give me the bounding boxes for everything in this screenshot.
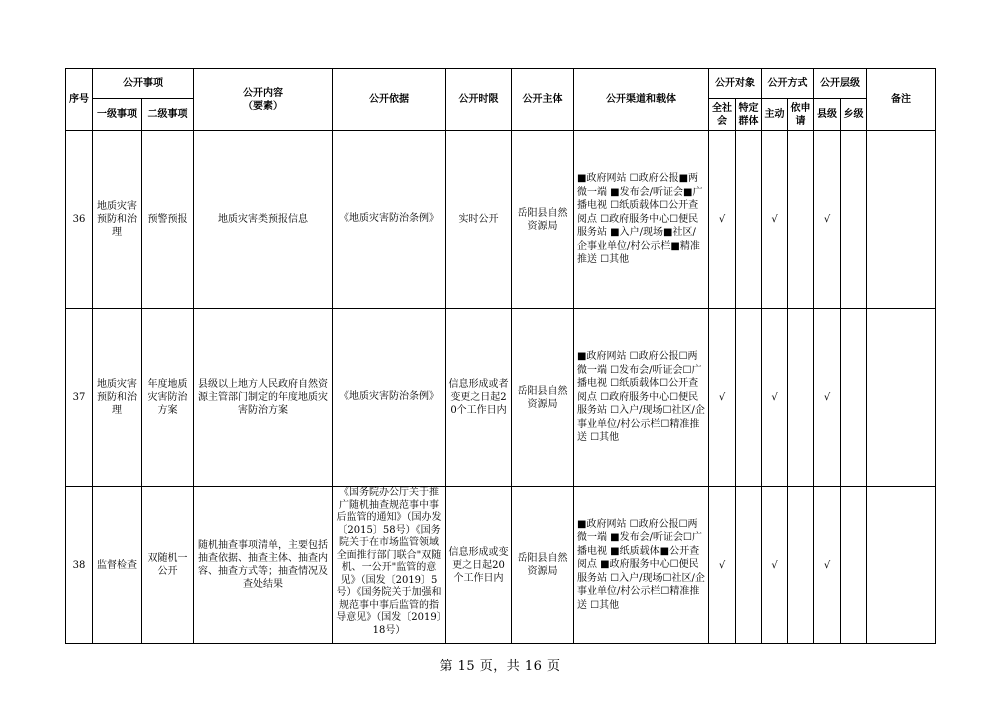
cell-level1: 地质灾害预防和治理 xyxy=(93,309,142,487)
header-tier: 公开层级 xyxy=(814,69,867,99)
cell-target-all: √ xyxy=(709,309,736,487)
header-channels: 公开渠道和载体 xyxy=(574,69,709,131)
header-content-line1: 公开内容 xyxy=(243,87,283,99)
cell-channels: ■政府网站 ☐政府公报☐两微一端 ■发布会/听证会☐广播电视 ■纸质载体■公开查阅点 ■政府服务中心☐便民服务站 ☐入户/现场☐社区/企事业单位/村公示栏☐精准推送 ☐其他 xyxy=(574,487,709,644)
header-remarks: 备注 xyxy=(867,69,936,131)
cell-level1: 地质灾害预防和治理 xyxy=(93,131,142,309)
cell-level2: 双随机一公开 xyxy=(142,487,194,644)
header-tier-county: 县级 xyxy=(814,99,841,131)
header-method-active: 主动 xyxy=(762,99,788,131)
cell-channels: ■政府网站 ☐政府公报■两微一端 ■发布会/听证会■广播电视 ☐纸质载体☐公开查阅点 ☐政府服务中心☐便民服务站 ■入户/现场■社区/企事业单位/村公示栏■精准推送 ☐其他 xyxy=(574,131,709,309)
cell-remarks xyxy=(867,309,936,487)
cell-target-all: √ xyxy=(709,487,736,644)
cell-method-request xyxy=(788,131,814,309)
cell-tier-township xyxy=(841,487,867,644)
cell-target-specific xyxy=(736,487,762,644)
header-seq: 序号 xyxy=(66,69,93,131)
cell-subject: 岳阳县自然资源局 xyxy=(512,487,574,644)
header-level2: 二级事项 xyxy=(142,99,194,131)
disclosure-table xyxy=(65,68,936,644)
cell-basis: 《地质灾害防治条例》 xyxy=(333,309,446,487)
cell-seq: 37 xyxy=(66,309,93,487)
cell-tier-county: √ xyxy=(814,131,841,309)
header-target: 公开对象 xyxy=(709,69,762,99)
cell-remarks xyxy=(867,487,936,644)
cell-tier-township xyxy=(841,131,867,309)
cell-time-limit: 实时公开 xyxy=(446,131,512,309)
header-disclosure-items: 公开事项 xyxy=(93,69,194,99)
table-row xyxy=(66,131,936,309)
cell-method-request xyxy=(788,309,814,487)
cell-content: 县级以上地方人民政府自然资源主管部门制定的年度地质灾害防治方案 xyxy=(194,309,333,487)
header-target-all: 全社会 xyxy=(709,99,736,131)
header-subject: 公开主体 xyxy=(512,69,574,131)
cell-time-limit: 信息形成或者变更之日起20个工作日内 xyxy=(446,309,512,487)
cell-method-active: √ xyxy=(762,487,788,644)
header-time-limit: 公开时限 xyxy=(446,69,512,131)
cell-method-request xyxy=(788,487,814,644)
cell-seq: 36 xyxy=(66,131,93,309)
page-number: 第 15 页，共 16 页 xyxy=(439,659,561,674)
header-content xyxy=(194,69,333,131)
cell-level2: 预警预报 xyxy=(142,131,194,309)
header-level1: 一级事项 xyxy=(93,99,142,131)
cell-method-active: √ xyxy=(762,309,788,487)
header-method: 公开方式 xyxy=(762,69,814,99)
cell-target-specific xyxy=(736,131,762,309)
cell-tier-county: √ xyxy=(814,309,841,487)
header-method-request: 依申请 xyxy=(788,99,814,131)
header-target-specific: 特定群体 xyxy=(736,99,762,131)
cell-level1: 监督检查 xyxy=(93,487,142,644)
cell-tier-county: √ xyxy=(814,487,841,644)
cell-time-limit: 信息形成或变更之日起20个工作日内 xyxy=(446,487,512,644)
table-row xyxy=(66,487,936,644)
cell-content: 地质灾害类预报信息 xyxy=(194,131,333,309)
cell-content: 随机抽查事项清单，主要包括抽查依据、抽查主体、抽查内容、抽查方式等；抽查情况及查处结果 xyxy=(194,487,333,644)
cell-target-specific xyxy=(736,309,762,487)
cell-method-active: √ xyxy=(762,131,788,309)
cell-basis: 《国务院办公厅关于推广随机抽查规范事中事后监管的通知》（国办发〔2015〕58号）《国务院关于在市场监管领域全面推行部门联合"双随机、一公开"监管的意见》（国发〔2019〕5号）《国务院关于加强和规范事中事后监管的指导意见》（国发〔2019〕18号） xyxy=(333,487,446,644)
cell-seq: 38 xyxy=(66,487,93,644)
header-basis: 公开依据 xyxy=(333,69,446,131)
cell-subject: 岳阳县自然资源局 xyxy=(512,131,574,309)
cell-channels: ■政府网站 ☐政府公报☐两微一端 ☐发布会/听证会☐广播电视 ☐纸质载体☐公开查阅点 ☐政府服务中心☐便民服务站 ☐入户/现场☐社区/企事业单位/村公示栏☐精准推送 ☐其他 xyxy=(574,309,709,487)
table-row xyxy=(66,309,936,487)
cell-target-all: √ xyxy=(709,131,736,309)
cell-remarks xyxy=(867,131,936,309)
cell-basis: 《地质灾害防治条例》 xyxy=(333,131,446,309)
cell-tier-township xyxy=(841,309,867,487)
header-content-line2: （要素） xyxy=(243,100,283,112)
cell-level2: 年度地质灾害防治方案 xyxy=(142,309,194,487)
header-tier-township: 乡级 xyxy=(841,99,867,131)
cell-subject: 岳阳县自然资源局 xyxy=(512,309,574,487)
